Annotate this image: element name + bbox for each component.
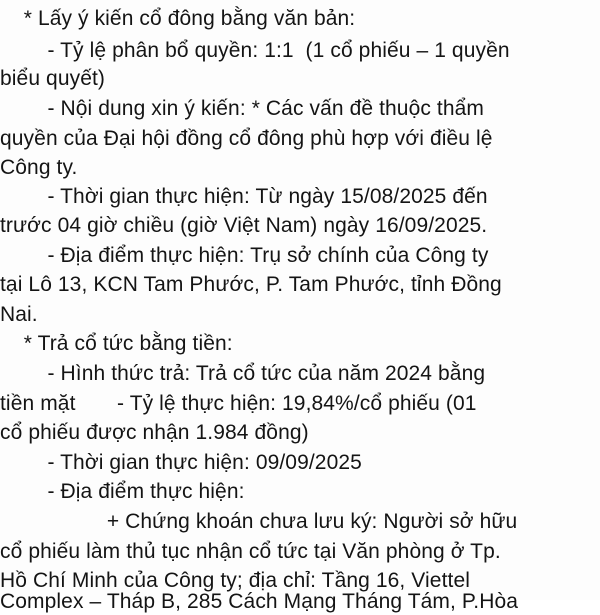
text-line: - Nội dung xin ý kiến: * Các vấn đề thuộc thẩm xyxy=(0,97,484,120)
text-line: - Tỷ lệ phân bổ quyền: 1:1 (1 cổ phiếu – 1 quyền xyxy=(0,39,510,62)
text-line: quyền của Đại hội đồng cổ đông phù hợp với điều lệ xyxy=(0,127,493,150)
text-line: + Chứng khoán chưa lưu ký: Người sở hữu xyxy=(0,510,518,533)
text-line: * Lấy ý kiến cổ đông bằng văn bản: xyxy=(0,7,356,30)
text-line: * Trả cổ tức bằng tiền: xyxy=(0,332,233,355)
text-line: - Địa điểm thực hiện: xyxy=(0,480,245,503)
text-line: Công ty. xyxy=(0,156,78,179)
text-line: Hồ Chí Minh của Công ty; địa chỉ: Tầng 16, Viettel xyxy=(0,569,470,592)
text-line: - Thời gian thực hiện: Từ ngày 15/08/2025 đến xyxy=(0,185,488,208)
text-line: trước 04 giờ chiều (giờ Việt Nam) ngày 16/09/2025. xyxy=(0,214,488,237)
text-line: cổ phiếu làm thủ tục nhận cổ tức tại Văn phòng ở Tp. xyxy=(0,540,501,563)
text-line: Nai. xyxy=(0,303,38,326)
text-line: - Địa điểm thực hiện: Trụ sở chính của Công ty xyxy=(0,244,489,267)
text-line: cổ phiếu được nhận 1.984 đồng) xyxy=(0,421,309,444)
text-line: Complex – Tháp B, 285 Cách Mạng Tháng Tám, P.Hòa xyxy=(0,590,519,613)
text-line: tại Lô 13, KCN Tam Phước, P. Tam Phước, tỉnh Đồng xyxy=(0,273,502,296)
text-line: - Thời gian thực hiện: 09/09/2025 xyxy=(0,451,362,474)
text-line: biểu quyết) xyxy=(0,67,106,90)
text-line: tiền mặt - Tỷ lệ thực hiện: 19,84%/cổ phiếu (01 xyxy=(0,392,477,415)
text-line: - Hình thức trả: Trả cổ tức của năm 2024 bằng xyxy=(0,362,486,385)
